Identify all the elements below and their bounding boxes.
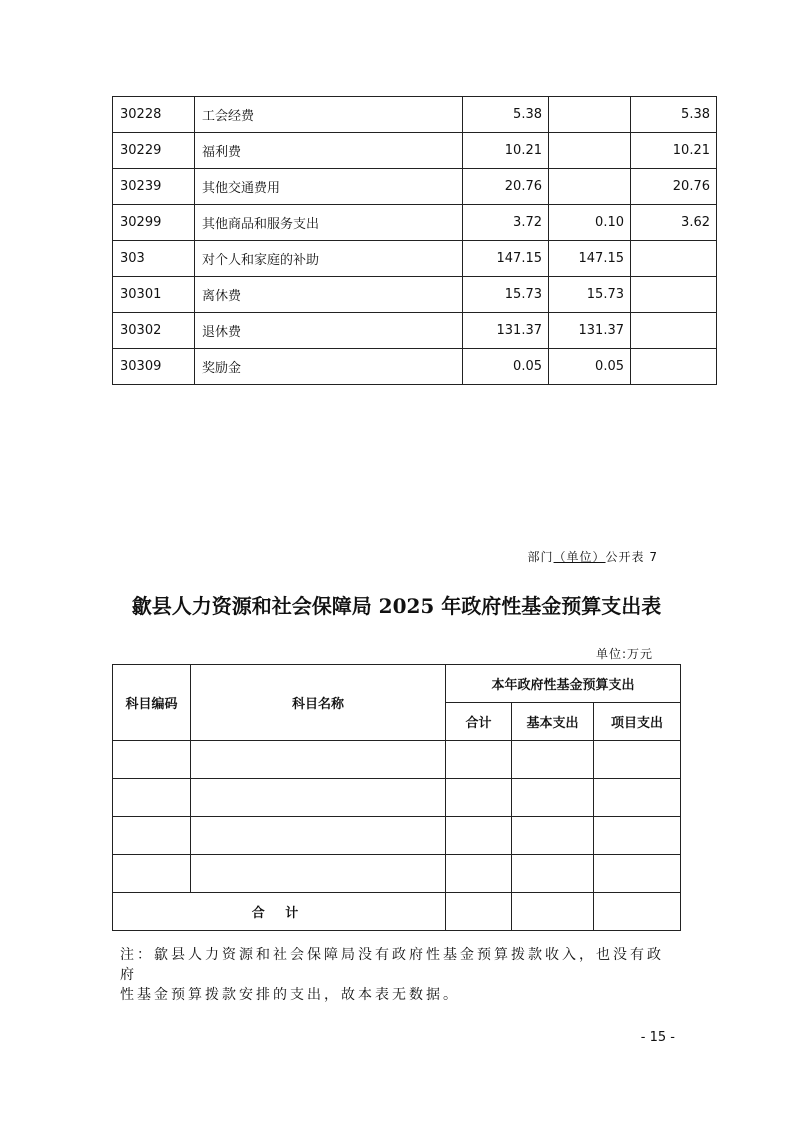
project-value (631, 241, 717, 277)
subject-name: 工会经费 (195, 97, 463, 133)
project-value: 20.76 (631, 169, 717, 205)
total-value: 0.05 (463, 349, 549, 385)
subject-name: 福利费 (195, 133, 463, 169)
subject-name: 对个人和家庭的补助 (195, 241, 463, 277)
table-row (113, 97, 717, 133)
subject-name: 退休费 (195, 313, 463, 349)
subject-name: 其他交通费用 (195, 169, 463, 205)
total-value: 10.21 (463, 133, 549, 169)
header-project: 项目支出 (594, 703, 681, 741)
table-row (113, 313, 717, 349)
header-name: 科目名称 (191, 665, 446, 741)
subject-code: 30228 (113, 97, 195, 133)
basic-value (549, 97, 631, 133)
subject-code: 30299 (113, 205, 195, 241)
project-value (631, 313, 717, 349)
table-row (113, 277, 717, 313)
total-value: 5.38 (463, 97, 549, 133)
header-total: 合计 (446, 703, 512, 741)
basic-value (549, 133, 631, 169)
basic-value: 131.37 (549, 313, 631, 349)
header-basic: 基本支出 (512, 703, 594, 741)
table-tag-prefix: 部门 (527, 550, 554, 564)
project-value: 3.62 (631, 205, 717, 241)
total-row (113, 893, 681, 931)
unit-label: 单位:万元 (595, 647, 653, 661)
empty-row (113, 817, 681, 855)
page-number: - 15 - (640, 1030, 675, 1045)
total-value: 131.37 (463, 313, 549, 349)
basic-value (549, 169, 631, 205)
note-line-1: 注：歙县人力资源和社会保障局没有政府性基金预算拨款收入，也没有政府 (120, 947, 664, 983)
basic-value: 15.73 (549, 277, 631, 313)
subject-code: 303 (113, 241, 195, 277)
table-row (113, 205, 717, 241)
basic-value: 0.05 (549, 349, 631, 385)
basic-value: 0.10 (549, 205, 631, 241)
expense-detail-table (112, 96, 717, 385)
empty-row (113, 855, 681, 893)
project-value: 10.21 (631, 133, 717, 169)
subject-code: 30302 (113, 313, 195, 349)
header-code: 科目编码 (113, 665, 191, 741)
empty-row (113, 741, 681, 779)
total-value: 20.76 (463, 169, 549, 205)
total-value: 147.15 (463, 241, 549, 277)
table-tag-unit: （单位） (553, 550, 606, 564)
table-row (113, 169, 717, 205)
table-tag-suffix: 公开表 7 (605, 550, 658, 564)
subject-name: 离休费 (195, 277, 463, 313)
fund-budget-table (112, 664, 681, 931)
project-value (631, 277, 717, 313)
subject-code: 30301 (113, 277, 195, 313)
table-row (113, 349, 717, 385)
subject-code: 30239 (113, 169, 195, 205)
project-value: 5.38 (631, 97, 717, 133)
subject-code: 30309 (113, 349, 195, 385)
expense-detail-body (113, 97, 717, 385)
empty-row (113, 779, 681, 817)
subject-name: 奖励金 (195, 349, 463, 385)
subject-name: 其他商品和服务支出 (195, 205, 463, 241)
total-value: 3.72 (463, 205, 549, 241)
table-tag (528, 548, 658, 565)
total-value: 15.73 (463, 277, 549, 313)
total-label: 合 计 (113, 893, 446, 931)
note-line-2: 性基金预算拨款安排的支出，故本表无数据。 (120, 987, 460, 1003)
basic-value: 147.15 (549, 241, 631, 277)
table-row (113, 133, 717, 169)
table-row (113, 241, 717, 277)
page-title: 歙县人力资源和社会保障局 2025 年政府性基金预算支出表 (131, 594, 662, 618)
project-value (631, 349, 717, 385)
subject-code: 30229 (113, 133, 195, 169)
header-group: 本年政府性基金预算支出 (446, 665, 681, 703)
